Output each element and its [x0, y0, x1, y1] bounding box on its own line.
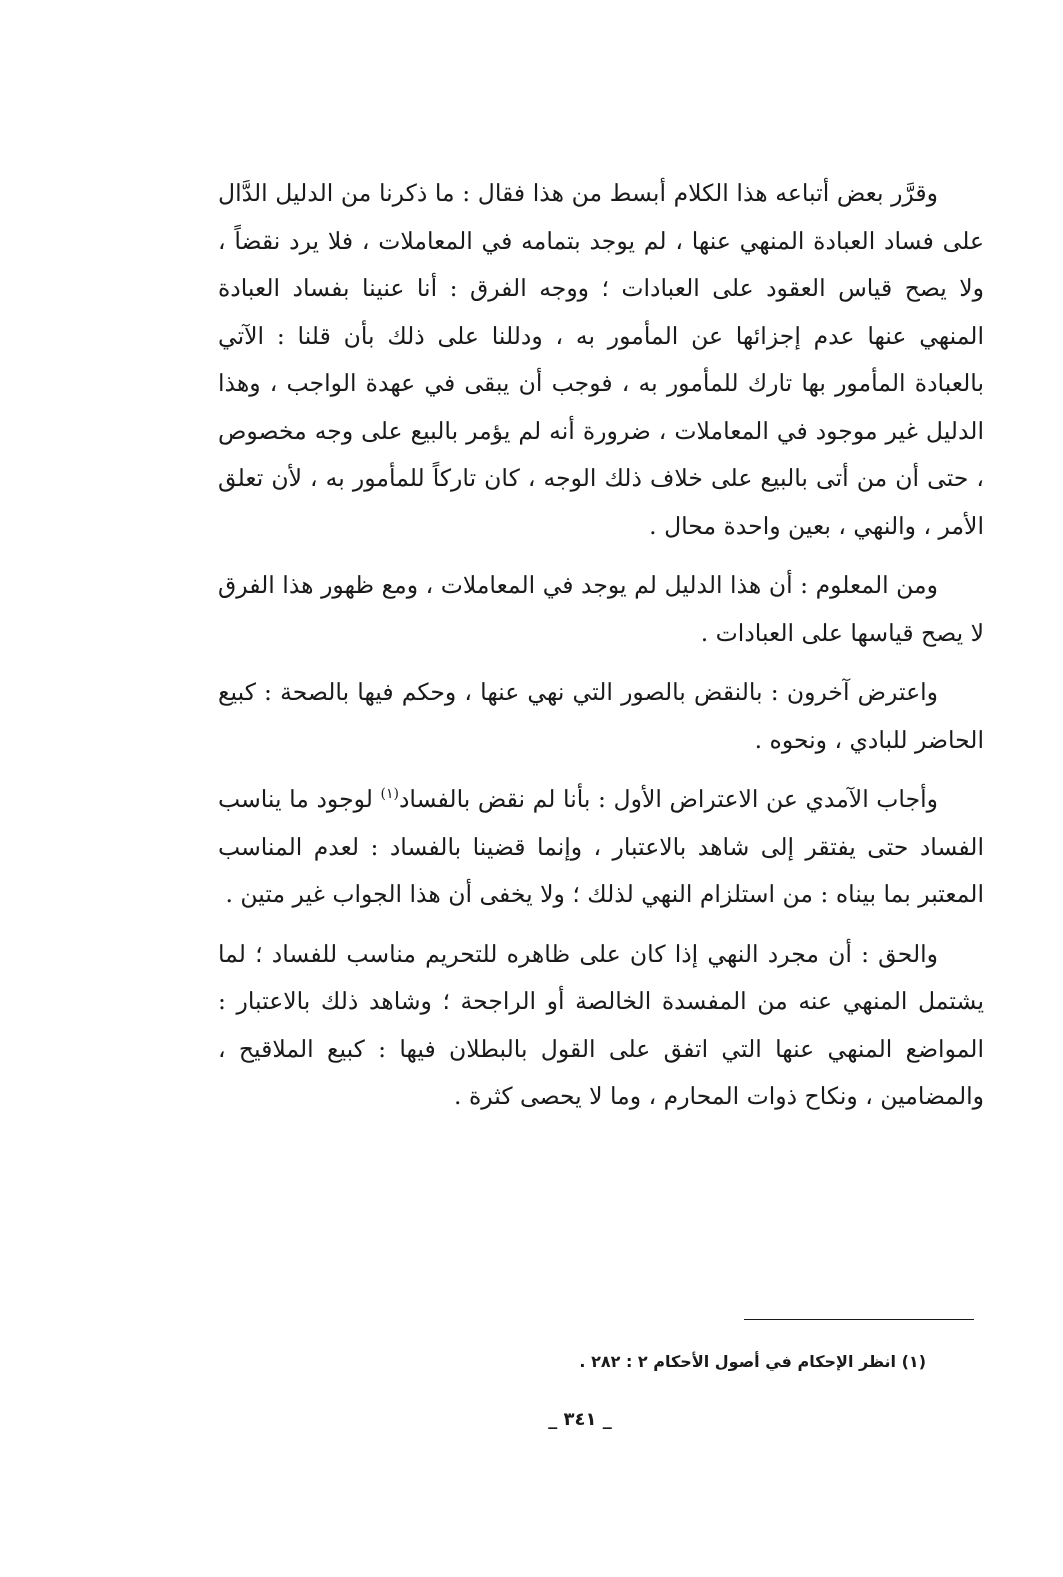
page-number: _ ٣٤١ _ [548, 1409, 612, 1430]
amidi-text-start: وأجاب الآمدي عن الاعتراض الأول : بأنا لم نقض بالفساد [398, 785, 938, 813]
paragraph-amidi [218, 776, 984, 919]
paragraph-iteradh: واعترض آخرون : بالنقض بالصور التي نهي عنها ، وحكم فيها بالصحة : كبيع الحاضر للبادي ، ونحوه . [218, 678, 984, 754]
paragraph-taqrir: وقرَّر بعض أتباعه هذا الكلام أبسط من هذا فقال : ما ذكرنا من الدليل الدَّال على فساد العبادة المنهي عنها ، لم يوجد بتمامه في المعاملات ، فلا يرد نقضاً ، ولا يصح قياس العقود على العبادات ؛ ووجه الفرق : أنا عنينا بفساد العبادة المنهي عنها عدم إجزائها عن المأمور به ، ودللنا على ذلك بأن قلنا : الآتي بالعبادة المأمور بها تارك للمأمور به ، فوجب أن يبقى في عهدة الواجب ، وهذا الدليل غير موجود في المعاملات ، ضرورة أنه لم يؤمر بالبيع على وجه مخصوص ، حتى أن من أتى بالبيع على خلاف ذلك الوجه ، كان تاركاً للمأمور به ، لأن تعلق الأمر ، والنهي ، بعين واحدة محال . [218, 179, 984, 540]
footnote-reference-mark[interactable]: (١) [380, 786, 399, 803]
footnote-divider [744, 1319, 974, 1320]
paragraph-haqq: والحق : أن مجرد النهي إذا كان على ظاهره للتحريم مناسب للفساد ؛ لما يشتمل المنهي عنه من المفسدة الخالصة أو الراجحة ؛ وشاهد ذلك بالاعتبار : المواضع المنهي عنها التي اتفق على القول بالبطلان فيها : كبيع الملاقيح ، والمضامين ، ونكاح ذوات المحارم ، وما لا يحصى كثرة . [218, 939, 984, 1110]
paragraph-malum: ومن المعلوم : أن هذا الدليل لم يوجد في المعاملات ، ومع ظهور هذا الفرق لا يصح قياسها على العبادات . [218, 571, 984, 647]
footnote: (١) انظر الإحكام في أصول الأحكام ٢ : ٢٨٢ . [579, 1352, 926, 1371]
amidi-text-end: لوجود ما يناسب الفساد حتى يفتقر إلى شاهد بالاعتبار ، وإنما قضينا بالفساد : لعدم المناسب المعتبر بما بيناه : من استلزام النهي لذلك ؛ ولا يخفى أن هذا الجواب غير متين . [218, 785, 984, 908]
main-text [218, 170, 984, 1133]
